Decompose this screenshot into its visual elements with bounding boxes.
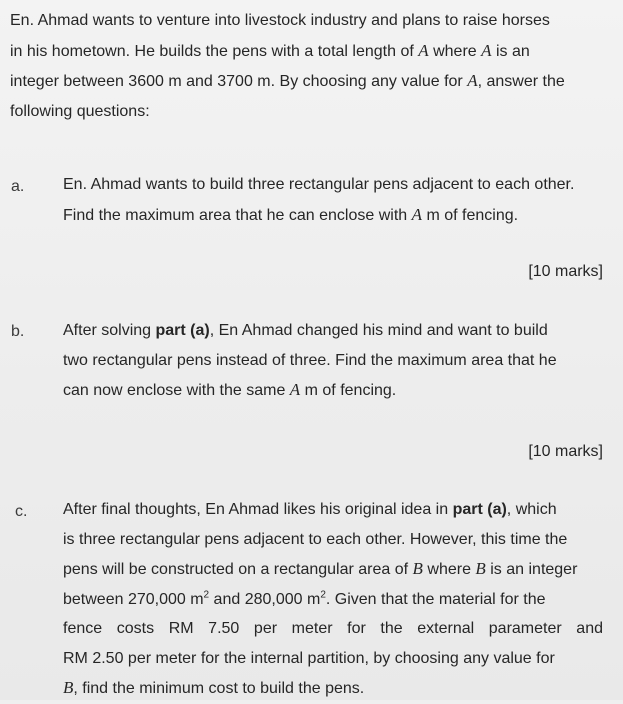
intro-paragraph bbox=[10, 6, 610, 126]
question-a-text: En. Ahmad wants to build three rectangular pens adjacent to each other. Find the maximum area that he can enclose with A m of fencing. bbox=[63, 176, 575, 224]
part-a-reference: part (a) bbox=[452, 501, 507, 518]
question-b-label: b. bbox=[11, 323, 25, 340]
question-a-label: a. bbox=[11, 178, 25, 195]
question-c-text: After final thoughts, En Ahmad likes his original idea in part (a), which is three rectangular pens adjacent to each other. However, this time the pens will be constructed on a rectangular area of B where B is an integer between 270,000 $m^2$ and 280,000 $m^2$. Given that the material for the fence costs RM 7.50 per meter for the external parameter and RM 2.50 per meter for the internal partition, by choosing any value for B, find the minimum cost to build the pens. bbox=[63, 501, 603, 697]
question-a-marks: [10 marks] bbox=[528, 263, 603, 280]
intro-line-2: in his hometown. He builds the pens with a total length of A where A is an bbox=[10, 40, 530, 60]
question-b-marks: [10 marks] bbox=[528, 443, 603, 460]
intro-line-4: following questions: bbox=[10, 102, 150, 120]
intro-line-1: En. Ahmad wants to venture into livestock industry and plans to raise horses bbox=[10, 12, 550, 29]
question-c-label: c. bbox=[15, 503, 28, 520]
question-b-text: After solving part (a), En Ahmad changed his mind and want to build two rectangular pens instead of three. Find the maximum area that he can now enclose with the same A m of fencing. bbox=[63, 322, 557, 399]
intro-line-3: integer between 3600 m and 3700 m. By choosing any value for A, answer the bbox=[10, 71, 565, 90]
part-a-reference: part (a) bbox=[155, 322, 210, 339]
